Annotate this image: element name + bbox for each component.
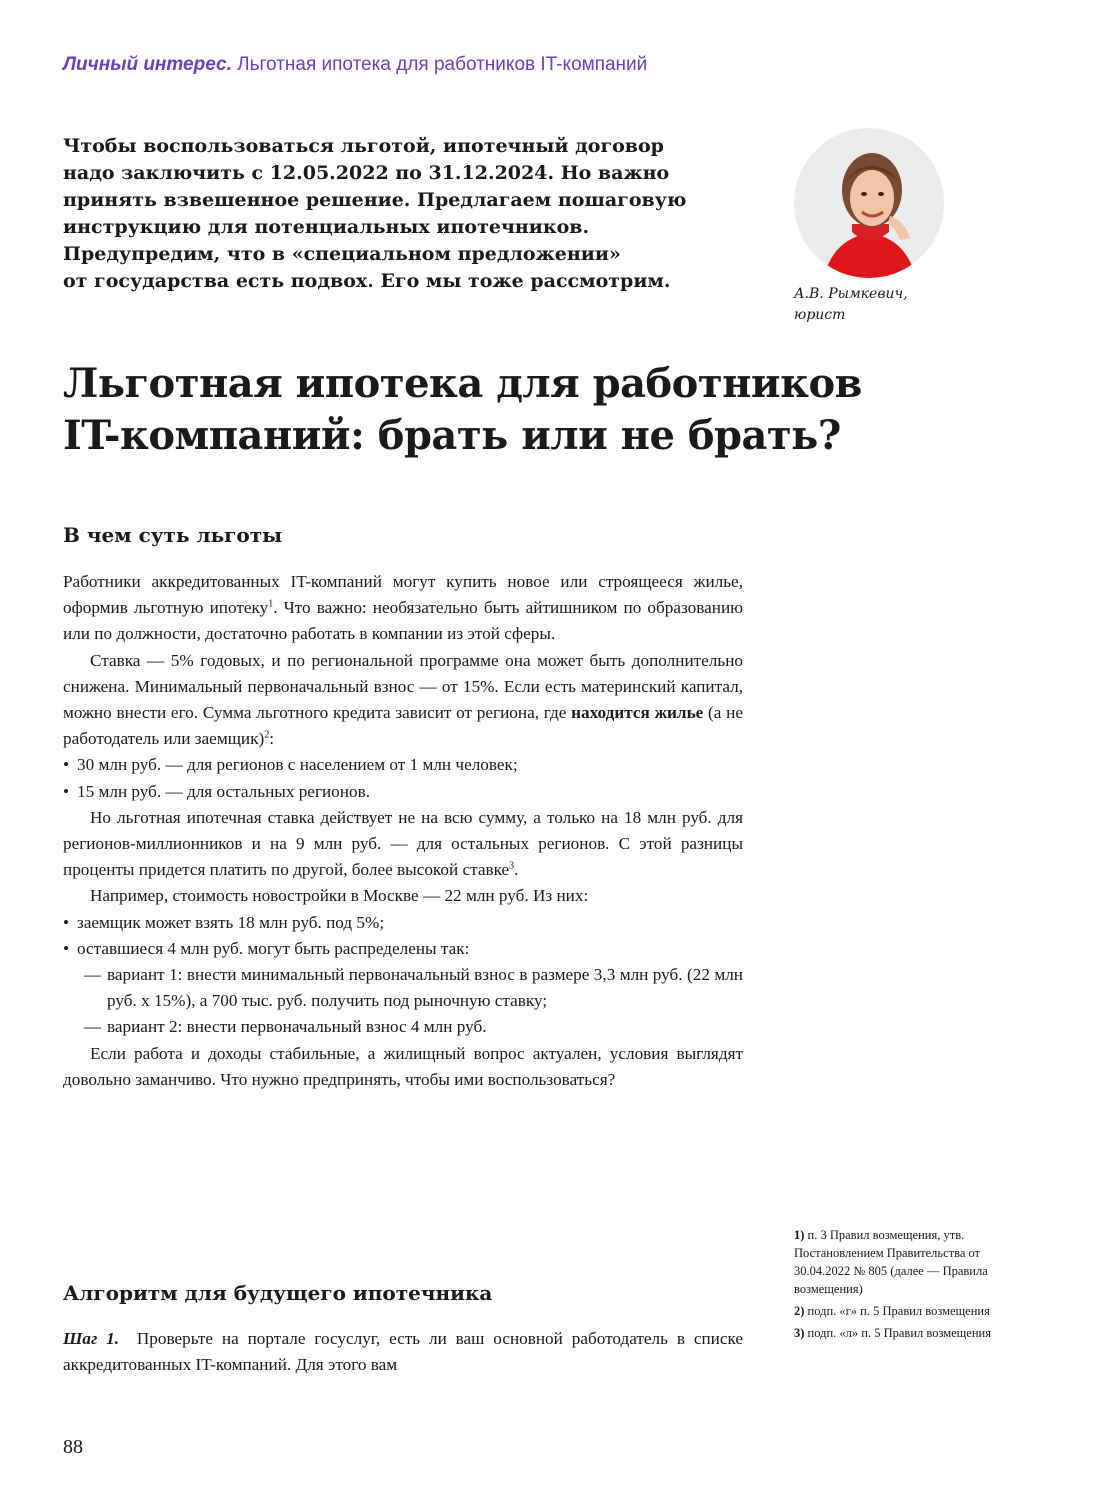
paragraph: Но льготная ипотечная ставка действует не на всю сумму, а только на 18 млн руб. для регионов-миллионников и на 9 млн руб. — для остальных регионов. С этой разницы проценты придется платить по другой, более высокой ставке$^3$. — [63, 807, 743, 880]
footnote: 3) подп. «л» п. 5 Правил возмещения — [794, 1326, 991, 1340]
dash-item: — вариант 2: внести первоначальный взнос 4 млн руб. — [83, 1017, 487, 1037]
paragraph: Например, стоимость новостройки в Москве — 22 млн руб. Из них: — [90, 886, 589, 906]
author-role: юрист — [794, 307, 846, 323]
author-caption — [794, 284, 908, 326]
footnotes — [794, 1226, 1024, 1346]
step-label: Шаг 1. — [63, 1329, 120, 1348]
paragraph: Работники аккредитованных IT-компаний могут купить новое или строящееся жилье, оформив льготную ипотеку$^1$. Что важно: необязательно быть айтишником по образованию или по должности, достаточно работать в компании из этой сферы. — [63, 572, 743, 644]
author-name: А.В. Рымкевич, — [794, 286, 908, 302]
lead-line: от государства есть подвох. Его мы тоже рассмотрим. — [63, 270, 671, 292]
lead-line: инструкцию для потенциальных ипотечников. — [63, 216, 590, 238]
dash-item: — вариант 1: внести минимальный первоначальный взнос в размере 3,3 млн руб. (22 млн руб. х 15%), а 700 тыс. руб. получить под рыночную ставку; — [83, 965, 743, 1011]
list-item: • 15 млн руб. — для остальных регионов. — [63, 781, 370, 801]
section-body — [63, 569, 743, 1093]
footnote: 2) подп. «г» п. 5 Правил возмещения — [794, 1304, 990, 1318]
lead-paragraph — [63, 133, 753, 295]
header-section: Личный интерес. — [63, 54, 232, 75]
lead-line: Предупредим, что в «специальном предложении» — [63, 243, 621, 265]
article-title — [63, 358, 1053, 462]
title-line-1: Льготная ипотека для работников — [63, 360, 862, 407]
running-header — [63, 54, 647, 76]
lead-line: надо заключить с 12.05.2022 по 31.12.2024. Но важно — [63, 162, 670, 184]
step-body — [63, 1326, 743, 1378]
list-item: • оставшиеся 4 млн руб. могут быть распределены так: — [63, 938, 470, 958]
header-topic: Льготная ипотека для работников IT-компаний — [237, 54, 648, 75]
lead-line: Чтобы воспользоваться льготой, ипотечный договор — [63, 135, 664, 157]
author-photo — [794, 128, 944, 278]
title-line-2: IT-компаний: брать или не брать? — [63, 412, 841, 459]
list-item: • 30 млн руб. — для регионов с населением от 1 млн человек; — [63, 755, 518, 775]
page-number: 88 — [63, 1436, 83, 1458]
step-paragraph: Шаг 1. Проверьте на портале госуслуг, есть ли ваш основной работодатель в списке аккредитованных IT-компаний. Для этого вам — [63, 1329, 744, 1375]
section-heading: В чем суть льготы — [63, 523, 283, 547]
lead-line: принять взвешенное решение. Предлагаем пошаговую — [63, 189, 687, 211]
list-item: • заемщик может взять 18 млн руб. под 5%; — [63, 912, 385, 932]
paragraph: Ставка — 5% годовых, и по региональной программе она может быть дополнительно снижена. Минимальный первоначальный взнос — от 15%. Если есть материнский капитал, можно внести его. Сумма льготного кредита зависит от региона, где находится жилье (а не работодатель или заемщик)$^2$: — [63, 650, 743, 749]
paragraph: Если работа и доходы стабильные, а жилищный вопрос актуален, условия выглядят довольно заманчиво. Что нужно предпринять, чтобы ими воспользоваться? — [63, 1043, 743, 1089]
section-heading-algorithm: Алгоритм для будущего ипотечника — [63, 1281, 493, 1305]
footnote: 1) п. 3 Правил возмещения, утв. Постановлением Правительства от 30.04.2022 № 805 (далее — Правила возмещения) — [794, 1228, 988, 1296]
